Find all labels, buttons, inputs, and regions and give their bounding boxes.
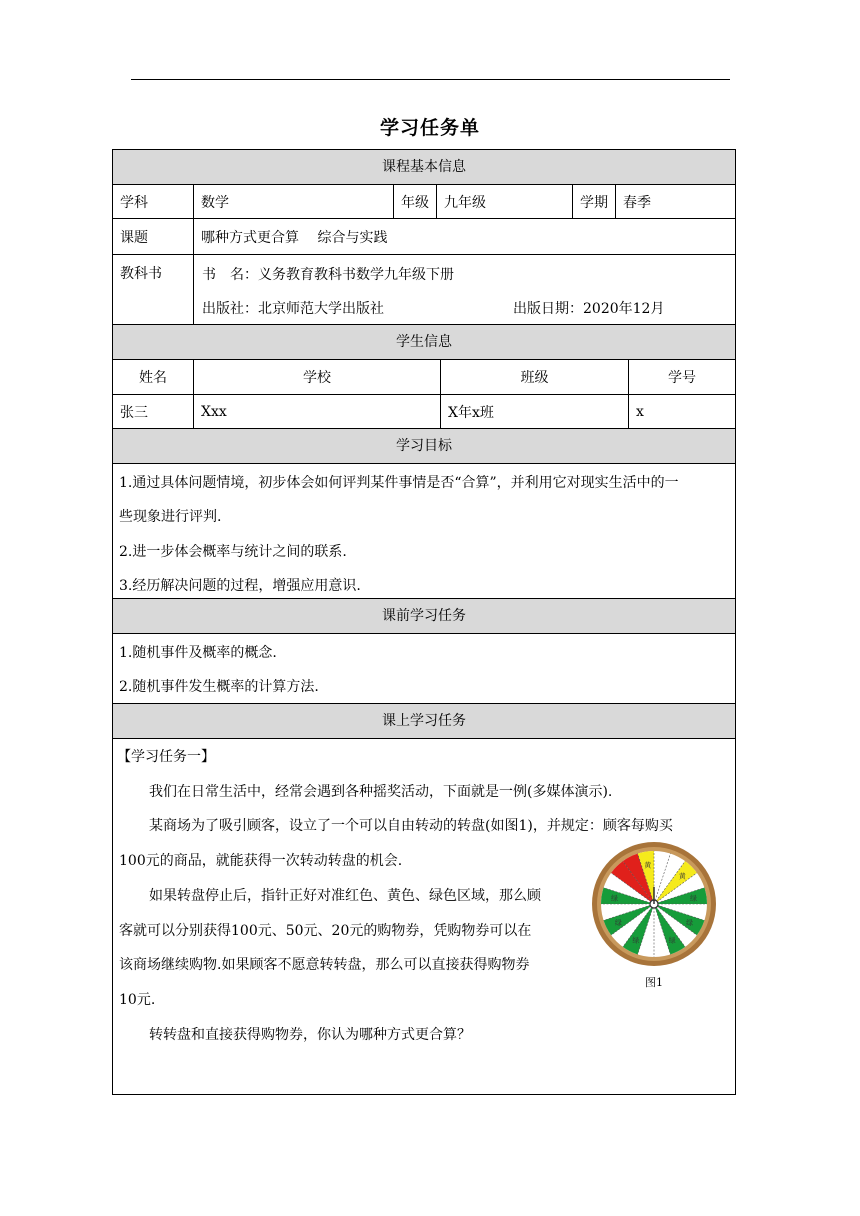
student-info-header bbox=[113, 325, 735, 360]
task-paragraph-2-line-2: 100元的商品，就能获得一次转动转盘的机会. bbox=[119, 853, 403, 869]
wheel-sector-label: 绿 bbox=[614, 919, 622, 928]
task-sheet-table bbox=[112, 149, 736, 1095]
student-info-header-label: 学生信息 bbox=[396, 334, 452, 350]
column-student-id: 学号 bbox=[628, 360, 735, 394]
textbook-name: 书 名：义务教育教科书数学九年级下册 bbox=[202, 267, 454, 283]
task-paragraph-3-line-3: 该商场继续购物.如果顾客不愿意转转盘，那么可以直接获得购物券 bbox=[119, 957, 530, 973]
student-name-value: 张三 bbox=[120, 404, 148, 421]
course-info-header-label: 课程基本信息 bbox=[382, 159, 466, 175]
wheel-sector-label: 黄 bbox=[644, 861, 652, 870]
wheel-sector-label: 绿 bbox=[686, 919, 694, 928]
course-info-header bbox=[113, 150, 735, 185]
wheel-sector-label: 绿 bbox=[610, 894, 618, 903]
student-school-value: Xxx bbox=[193, 395, 440, 428]
subject-value: 数学 bbox=[193, 185, 393, 218]
student-info-columns bbox=[113, 360, 735, 395]
task-paragraph-3-line-4: 10元. bbox=[119, 992, 156, 1008]
column-school: 学校 bbox=[193, 360, 440, 394]
in-class-header bbox=[113, 704, 735, 739]
student-info-values bbox=[113, 395, 735, 429]
wheel-sector-label: 黄 bbox=[678, 872, 686, 881]
task-paragraph-3-line-2: 客就可以分别获得100元、50元、20元的购物券，凭购物券可以在 bbox=[119, 923, 532, 939]
page-title: 学习任务单 bbox=[379, 117, 480, 139]
objective-line-3: 2.进一步体会概率与统计之间的联系. bbox=[119, 544, 347, 560]
term-value: 春季 bbox=[615, 185, 735, 218]
textbook-publish-date: 出版日期：2020年12月 bbox=[513, 301, 665, 317]
grade-value: 九年级 bbox=[436, 185, 572, 218]
textbook-info-cell bbox=[193, 255, 736, 324]
course-info-row-textbook bbox=[113, 255, 735, 325]
course-info-row-topic bbox=[113, 219, 735, 255]
column-name: 姓名 bbox=[139, 370, 167, 386]
pre-class-line-2: 2.随机事件发生概率的计算方法. bbox=[119, 679, 319, 695]
objective-line-1: 1.通过具体问题情境，初步体会如何评判某件事情是否“合算”，并利用它对现实生活中的一 bbox=[119, 475, 679, 491]
objectives-body bbox=[113, 464, 735, 599]
objective-line-4: 3.经历解决问题的过程，增强应用意识. bbox=[119, 578, 361, 594]
top-rule bbox=[131, 79, 730, 80]
objectives-header-label: 学习目标 bbox=[396, 438, 452, 454]
figure-caption: 图1 bbox=[645, 976, 663, 989]
prize-wheel-figure bbox=[591, 841, 717, 967]
student-class-value: X年x班 bbox=[440, 395, 628, 428]
textbook-publisher: 出版社：北京师范大学出版社 bbox=[202, 301, 384, 317]
column-class: 班级 bbox=[440, 360, 628, 394]
task-paragraph-1: 我们在日常生活中，经常会遇到各种摇奖活动，下面就是一例(多媒体演示). bbox=[149, 784, 613, 800]
course-info-row-subject bbox=[113, 185, 735, 219]
wheel-sector-label: 绿 bbox=[690, 894, 698, 903]
task-one-title: 【学习任务一】 bbox=[117, 749, 215, 765]
wheel-sector-label: 绿 bbox=[668, 936, 676, 945]
pre-class-body bbox=[113, 634, 735, 704]
in-class-body bbox=[113, 739, 735, 1094]
pre-class-header bbox=[113, 599, 735, 634]
task-paragraph-2-line-1: 某商场为了吸引顾客，设立了一个可以自由转动的转盘(如图1)，并规定：顾客每购买 bbox=[149, 818, 673, 834]
prize-wheel-svg bbox=[591, 841, 717, 967]
pre-class-header-label: 课前学习任务 bbox=[382, 608, 466, 624]
grade-label: 年级 bbox=[393, 185, 436, 218]
in-class-header-label: 课上学习任务 bbox=[382, 713, 466, 729]
student-id-value: x bbox=[628, 395, 735, 428]
pre-class-line-1: 1.随机事件及概率的概念. bbox=[119, 645, 277, 661]
topic-label: 课题 bbox=[120, 229, 148, 246]
task-paragraph-3-line-1: 如果转盘停止后，指针正好对准红色、黄色、绿色区域，那么顾 bbox=[149, 888, 541, 904]
wheel-sector-label: 绿 bbox=[632, 936, 640, 945]
objective-line-2: 些现象进行评判. bbox=[119, 509, 222, 525]
subject-label: 学科 bbox=[120, 194, 148, 211]
objectives-header bbox=[113, 429, 735, 464]
topic-value: 哪种方式更合算 综合与实践 bbox=[193, 219, 735, 254]
textbook-label: 教科书 bbox=[120, 266, 162, 282]
term-label: 学期 bbox=[572, 185, 615, 218]
task-paragraph-4: 转转盘和直接获得购物券，你认为哪种方式更合算？ bbox=[149, 1027, 471, 1043]
